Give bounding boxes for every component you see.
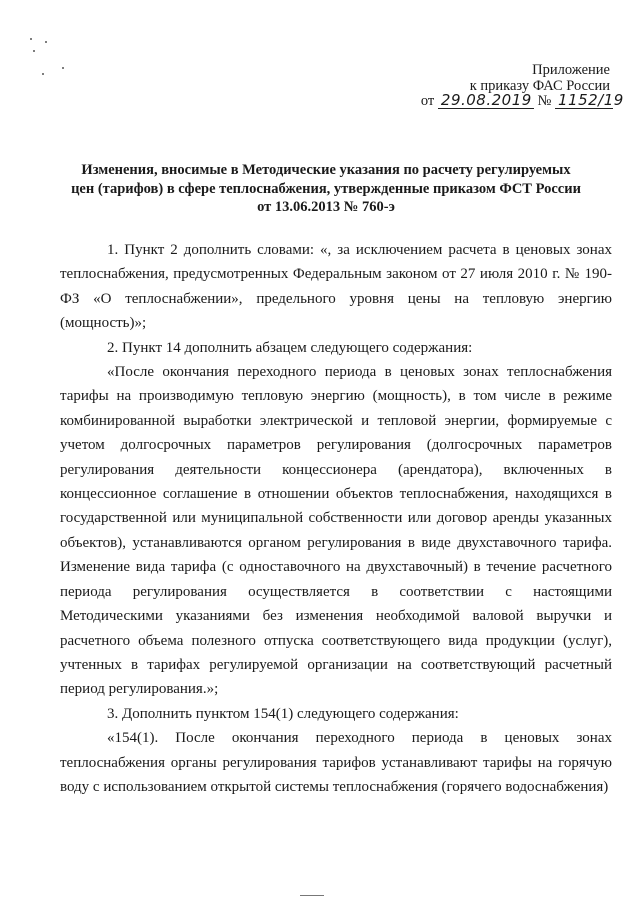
date-prefix: от [420, 93, 435, 109]
scan-speck [45, 41, 47, 43]
document-title [60, 161, 592, 217]
number-prefix: № [537, 93, 552, 109]
paragraph: 3. Дополнить пунктом 154(1) следующего содержания: [107, 705, 459, 722]
paragraph: «154(1). После окончания переходного периода в ценовых зонах теплоснабжения органы регулирования тарифов устанавливают тарифы на горячую воду с использованием открытой системы теплоснабжения (горячего водоснабжения) [60, 730, 612, 795]
scan-speck [33, 50, 35, 52]
order-reference: к приказу ФАС России [469, 78, 610, 94]
scan-speck [30, 38, 32, 40]
attachment-label: Приложение [532, 62, 610, 78]
scan-speck [62, 67, 64, 69]
scan-speck [42, 73, 44, 75]
order-date-number [420, 91, 624, 110]
paragraph: «После окончания переходного периода в ценовых зонах теплоснабжения тарифы на производимую тепловую энергию (мощность), в том числе в режиме комбинированной выработки электрической и тепловой энергии, формируемые с учетом долгосрочных параметров регулирования (долгосрочных параметров регулирования деятельности концессионера (арендатора), включенных в концессионное соглашение в отношении объектов теплоснабжения, находящихся в государственной или муниципальной собственности или договор аренды указанных объектов), устанавливаются органом регулирования в виде двухставочного тарифа. Изменение вида тарифа (с одноставочного на двухставочный) в течение расчетного периода регулирования осуществляется в соответствии с настоящими Методическими указаниями без изменения необходимой валовой выручки и расчетного объема полезного отпуска соответствующего вида продукции (услуг), учтенных в тарифах регулируемой организации на соответствующий расчетный период регулирования.»; [60, 364, 612, 698]
scan-mark [300, 895, 324, 896]
attachment-header [470, 62, 610, 94]
document-body [60, 238, 612, 799]
title-line: цен (тарифов) в сфере теплоснабжения, утвержденные приказом ФСТ России [71, 180, 581, 197]
order-date: 29.08.2019 [438, 93, 534, 109]
order-number: 1152/19 [555, 93, 613, 109]
paragraph: 2. Пункт 14 дополнить абзацем следующего содержания: [107, 339, 473, 356]
title-line: Изменения, вносимые в Методические указания по расчету регулируемых [81, 162, 571, 178]
paragraph: 1. Пункт 2 дополнить словами: «, за исключением расчета в ценовых зонах теплоснабжения, предусмотренных Федеральным законом от 27 июля 2010 г. № 190-ФЗ «О теплоснабжении», предельного уровня цены на тепловую энергию (мощность)»; [60, 242, 612, 332]
title-line: от 13.06.2013 № 760-э [257, 199, 395, 215]
